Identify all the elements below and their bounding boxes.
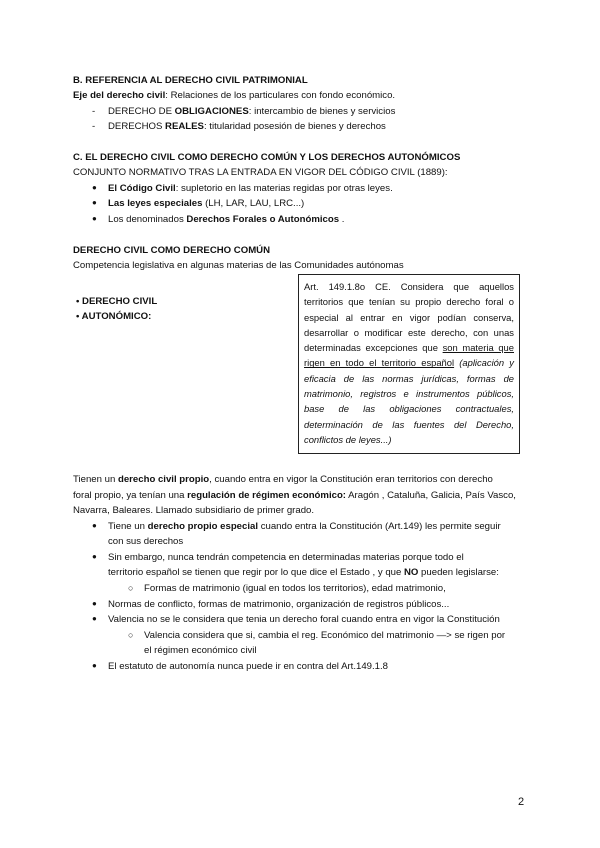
list-item xyxy=(108,214,344,226)
eje-label: Eje del derecho civil xyxy=(73,90,166,101)
comun-heading: DERECHO CIVIL COMO DERECHO COMÚN xyxy=(73,245,271,256)
bullet-icon: ● xyxy=(92,599,97,608)
text: pueden legislarse: xyxy=(418,567,499,578)
section-c-heading: C. EL DERECHO CIVIL COMO DERECHO COMÚN Y LOS DERECHOS AUTONÓMICOS xyxy=(73,152,461,163)
propio-line-2 xyxy=(73,490,516,502)
bullet-icon: ● xyxy=(92,214,97,223)
item-text: . xyxy=(339,214,345,225)
list-item xyxy=(108,121,386,133)
text: Tienen un xyxy=(73,474,118,485)
text-bold: derecho propio especial xyxy=(147,521,259,532)
text: territorio español se tienen que regir por lo que dice el Estado , y que xyxy=(108,567,404,578)
propio-line-1 xyxy=(73,474,493,486)
text-bold: NO xyxy=(404,567,419,578)
article-plain: Art. 149.1.8o CE. Considera que aquellos territorios que tenían su propio derecho foral o especial al entrar en vigor podían conserva, desarrollar o modificar este derecho, con unas determinadas excepciones que xyxy=(304,281,514,354)
circle-bullet-icon: ○ xyxy=(128,630,134,640)
list-item: El estatuto de autonomía nunca puede ir en contra del Art.149.1.8 xyxy=(108,661,389,672)
dash-marker: - xyxy=(92,121,96,132)
comun-intro: Competencia legislativa en algunas materias de las Comunidades autónomas xyxy=(73,260,404,271)
text: cuando entra la Constitución (Art.149) les permite seguir xyxy=(258,521,501,532)
sub-list-item: Valencia considera que si, cambia el reg. Económico del matrimonio —> se rigen por xyxy=(144,630,506,641)
text-bold: derecho civil propio xyxy=(117,474,210,485)
list-item: Normas de conflicto, formas de matrimonio, organización de registros públicos... xyxy=(108,599,450,610)
sub-list-item-continuation: el régimen económico civil xyxy=(144,645,257,656)
item-text: : intercambio de bienes y servicios xyxy=(248,106,396,117)
item-bold: Las leyes especiales xyxy=(108,198,203,209)
bullet-icon: ● xyxy=(92,552,97,561)
bullet-icon: ● xyxy=(92,661,97,670)
item-text: DERECHO DE xyxy=(108,106,175,117)
sub-list-item: Formas de matrimonio (igual en todos los territorios), edad matrimonio, xyxy=(144,583,446,594)
propio-line-3: Navarra, Baleares. Llamado subsidiario de primer grado. xyxy=(73,505,315,516)
page-number: 2 xyxy=(518,796,525,808)
text: Aragón , Cataluña, Galicia, País Vasco, xyxy=(346,490,516,501)
list-item xyxy=(108,106,395,118)
list-item-continuation: con sus derechos xyxy=(108,536,184,547)
article-text xyxy=(304,279,514,447)
item-bold: Derechos Forales o Autonómicos xyxy=(186,214,340,225)
item-bold: OBLIGACIONES xyxy=(174,106,249,117)
eje-text: : Relaciones de los particulares con fondo económico. xyxy=(165,90,396,101)
section-c-subheading: CONJUNTO NORMATIVO TRAS LA ENTRADA EN VIGOR DEL CÓDIGO CIVIL (1889): xyxy=(73,167,448,178)
section-b-heading: B. REFERENCIA AL DERECHO CIVIL PATRIMONIAL xyxy=(73,75,308,86)
text: foral propio, ya tenían una xyxy=(73,490,188,501)
bullet-icon: ● xyxy=(92,198,97,207)
article-italic: (aplicación y eficacia de las normas jurídicas, formas de matrimonio, registros e instrumentos públicos, base de las obligaciones contractuales, determinación de las fuentes del Derecho, conflictos de leyes...) xyxy=(304,357,514,445)
list-item xyxy=(108,521,501,533)
item-text: (LH, LAR, LAU, LRC...) xyxy=(202,198,305,209)
bullet-icon: ● xyxy=(92,614,97,623)
list-item xyxy=(108,198,304,210)
article-box xyxy=(298,274,520,454)
item-text: : titularidad posesión de bienes y derechos xyxy=(203,121,386,132)
eje-line xyxy=(73,90,395,102)
item-bold: El Código Civil xyxy=(108,183,176,194)
text: Tiene un xyxy=(108,521,148,532)
list-item: Valencia no se le considera que tenia un derecho foral cuando entra en vigor la Constitución xyxy=(108,614,500,625)
article-underline: son materia que rigen en todo el territorio español xyxy=(304,342,514,369)
left-item-autonomico: • AUTONÓMICO: xyxy=(76,311,152,322)
item-text: DERECHOS xyxy=(108,121,166,132)
text-bold: regulación de régimen económico: xyxy=(187,490,347,501)
bullet-icon: ● xyxy=(92,521,97,530)
item-text: : supletorio en las materias regidas por otras leyes. xyxy=(175,183,393,194)
list-item-continuation xyxy=(108,567,499,579)
bullet-icon: ● xyxy=(92,183,97,192)
list-item: Sin embargo, nunca tendrán competencia en determinadas materias porque todo el xyxy=(108,552,464,563)
dash-marker: - xyxy=(92,106,96,117)
item-bold: REALES xyxy=(165,121,204,132)
circle-bullet-icon: ○ xyxy=(128,583,134,593)
list-item xyxy=(108,183,393,195)
left-item-derecho-civil: • DERECHO CIVIL xyxy=(76,296,158,307)
text: , cuando entra en vigor la Constitución eran territorios con derecho xyxy=(209,474,493,485)
item-text: Los denominados xyxy=(108,214,187,225)
